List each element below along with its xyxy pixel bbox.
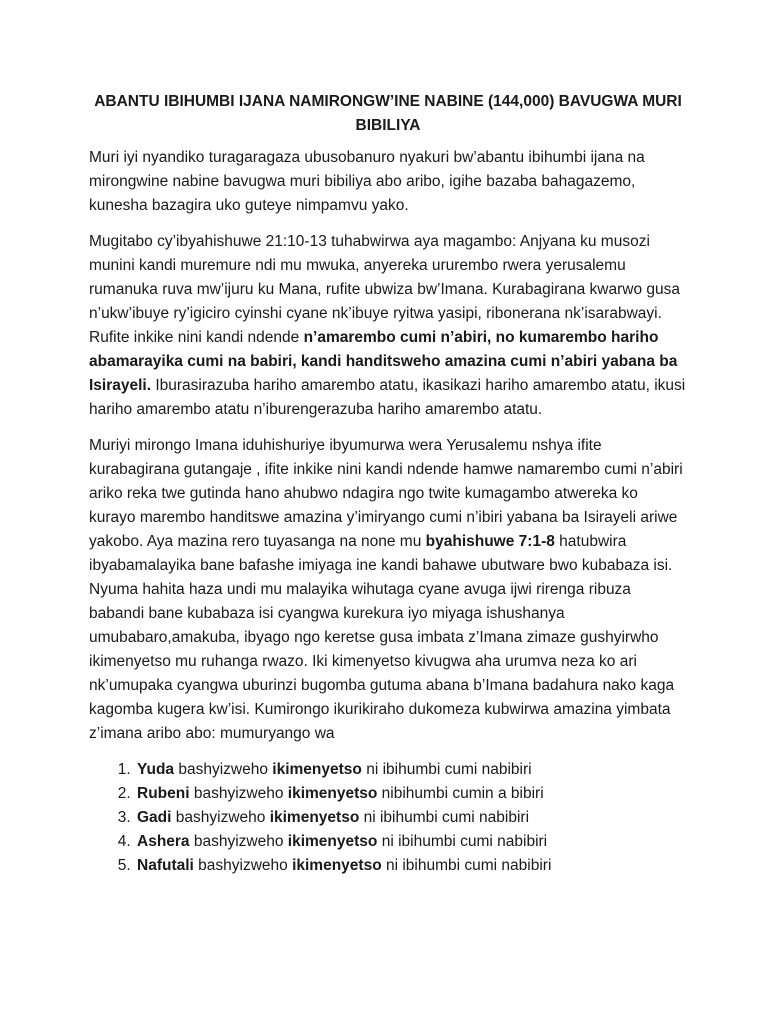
list-text: ni ibihumbi cumi nabibiri [359, 809, 530, 826]
paragraph-bold-text: byahishuwe 7:1-8 [425, 533, 555, 550]
list-item [135, 782, 687, 806]
list-text: bashyizweho [189, 785, 288, 802]
list-text: ni ibihumbi cumi nabibiri [377, 833, 548, 850]
list-text: ni ibihumbi cumi nabibiri [381, 857, 552, 874]
list-item [135, 758, 687, 782]
mark-word: ikimenyetso [272, 761, 362, 778]
list-item [135, 830, 687, 854]
tribe-name: Nafutali [137, 857, 194, 874]
list-text: bashyizweho [193, 857, 293, 874]
revelation-7-paragraph [89, 434, 687, 746]
tribe-name: Gadi [137, 809, 172, 826]
paragraph-text: hatubwira ibyabamalayika bane bafashe imiyaga ine kandi bahawe ubutware bwo kubabaza isi. Nyuma hahita haza undi mu malayika wihutaga cyane avuga ijwi rirenga ribuza babandi bane kubabaza isi cyangwa kurekura iyo miyaga ishushanya umubabaro,amakuba, ibyago ngo keretse gusa imbata z’Imana zimaze gushyirwho ikimenyetso mu ruhanga rwazo. Iki kimenyetso kivugwa aha urumva neza ko ari nk’umupaka cyangwa uburinzi bugomba gutuma abana b’Imana badahura nako kaga kagomba kugera kw’isi. Kumirongo ikurikiraho dukomeza kubwirwa amazina yimbata z’imana aribo abo: mumuryango wa [89, 533, 675, 742]
list-text: nibihumbi cumin a bibiri [377, 785, 544, 802]
tribe-name: Ashera [137, 833, 190, 850]
list-item [135, 854, 687, 878]
document-title: ABANTU IBIHUMBI IJANA NAMIRONGW’INE NABINE (144,000) BAVUGWA MURI BIBILIYA [94, 93, 682, 134]
list-item [135, 806, 687, 830]
intro-paragraph: Muri iyi nyandiko turagaragaza ubusobanuro nyakuri bw’abantu ibihumbi ijana na mirongwine nabine bavugwa muri bibiliya abo aribo, igihe bazaba bahagazemo, kunesha bazagira uko guteye nimpamvu yako. [89, 149, 645, 214]
paragraph-bold-text: n’amarembo cumi n’abiri, no kumarembo hariho abamarayika cumi na babiri, kandi handitsweho amazina cumi n’abiri yabana ba Isirayeli. [89, 329, 678, 394]
revelation-21-paragraph [89, 230, 687, 422]
mark-word: ikimenyetso [292, 857, 382, 874]
list-text: bashyizweho [174, 761, 273, 778]
list-text: bashyizweho [189, 833, 288, 850]
list-text: ni ibihumbi cumi nabibiri [361, 761, 532, 778]
tribe-name: Rubeni [137, 785, 190, 802]
mark-word: ikimenyetso [287, 785, 378, 802]
list-text: bashyizweho [171, 809, 270, 826]
tribes-list [89, 758, 687, 878]
paragraph-text: Iburasirazuba hariho amarembo atatu, ikasikazi hariho amarembo atatu, ikusi hariho amarembo atatu n’iburengerazuba hariho amarembo atatu. [89, 377, 686, 418]
document-page [89, 90, 687, 878]
paragraph-text: Mugitabo cy’ibyahishuwe 21:10-13 tuhabwirwa aya magambo: Anjyana ku musozi munini kandi muremure ndi mu mwuka, anyereka ururembo rwera yerusalemu rumanuka ruva mw’ijuru ku Mana, rufite ubwiza bw’Imana. Kurabagirana kwarwo gusa n’ukw’ibuye ry’igiciro cyinshi cyane nk’ibuye ryitwa yasipi, ribonerana nk’isarabwayi. Rufite inkike nini kandi ndende [89, 233, 680, 346]
mark-word: ikimenyetso [287, 833, 378, 850]
paragraph-text: Muriyi mirongo Imana iduhishuriye ibyumurwa wera Yerusalemu nshya ifite kurabagirana gutangaje , ifite inkike nini kandi ndende hamwe namarembo cumi n’abiri ariko reka twe gutinda hano ahubwo ndagira ngo twite kumagambo atwereka ko kurayo marembo handitswe amazina y’imiryango cumi n’ibiri yabana ba Isirayeli ariwe yakobo. Aya mazina rero tuyasanga na none mu [89, 437, 683, 550]
mark-word: ikimenyetso [269, 809, 360, 826]
tribe-name: Yuda [137, 761, 175, 778]
